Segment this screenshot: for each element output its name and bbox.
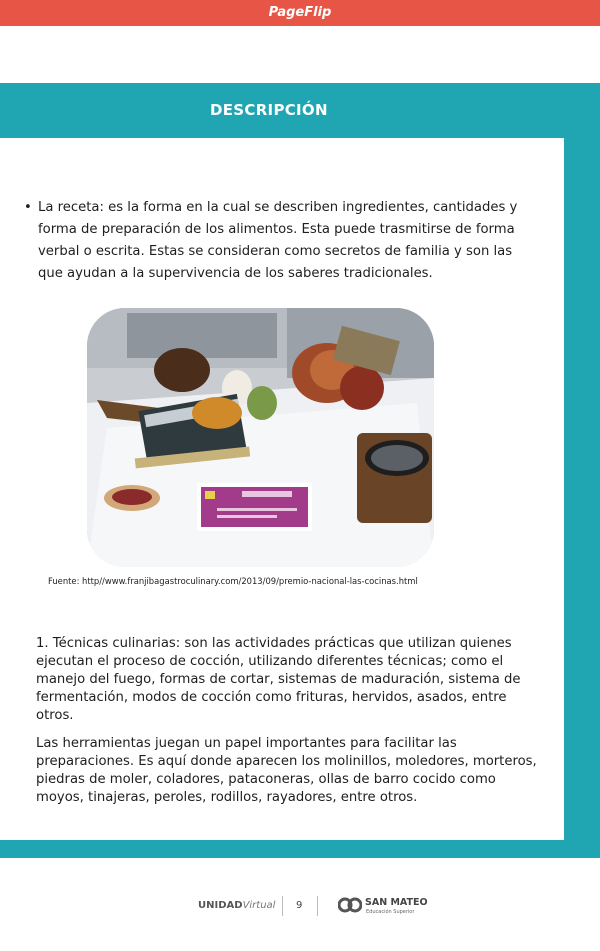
paragraph-tools: Las herramientas juegan un papel importantes para facilitar las preparaciones. Es aquí donde aparecen los molinillos, moledores, morteros, piedras de moler, coladores, pataconeras, ollas de barro cocido como moyos, tinajeras, peroles, rodillos, rayadores, entre otros. <box>36 736 537 805</box>
san-mateo-icon <box>338 894 362 920</box>
page-footer <box>0 893 600 919</box>
bullet-item <box>24 197 534 285</box>
figure-caption: Fuente: http//www.franjibagastroculinary.com/2013/09/premio-nacional-las-cocinas.html <box>48 576 418 586</box>
bullet-text: La receta: es la forma en la cual se describen ingredientes, cantidades y forma de preparación de los alimentos. Esta puede trasmitirse de forma verbal o escrita. Estas se consideran como secretos de familia y son las que ayudan a la supervivencia de los saberes tradicionales. <box>38 200 518 281</box>
top-bar <box>0 0 600 26</box>
bullet-marker: • <box>24 200 32 215</box>
page-number: 9 <box>296 900 303 911</box>
brand-italic: Virtual <box>242 900 276 911</box>
food-photo <box>87 308 434 567</box>
food-photo-illustration <box>87 308 434 567</box>
san-mateo-name: SAN MATEO <box>365 897 428 908</box>
bottom-accent-strip <box>0 840 600 858</box>
paragraph-techniques: 1. Técnicas culinarias: son las actividades prácticas que utilizan quienes ejecutan el proceso de cocción, utilizando diferentes técnicas; como el manejo del fuego, formas de cortar, sistemas de maduración, sistema de fermentación, modos de cocción como frituras, hervidos, asados, entre otros. <box>36 636 521 723</box>
brand-bold: UNIDAD <box>198 900 243 911</box>
unidad-virtual-logo <box>198 900 275 911</box>
app-title: PageFlip <box>268 5 332 20</box>
side-accent-strip <box>564 138 600 858</box>
footer-divider <box>317 896 318 916</box>
footer-divider <box>282 896 283 916</box>
section-banner <box>0 83 600 138</box>
san-mateo-subtitle: Educación Superior <box>366 909 415 915</box>
section-title: DESCRIPCIÓN <box>210 101 328 119</box>
content-panel <box>0 138 564 840</box>
